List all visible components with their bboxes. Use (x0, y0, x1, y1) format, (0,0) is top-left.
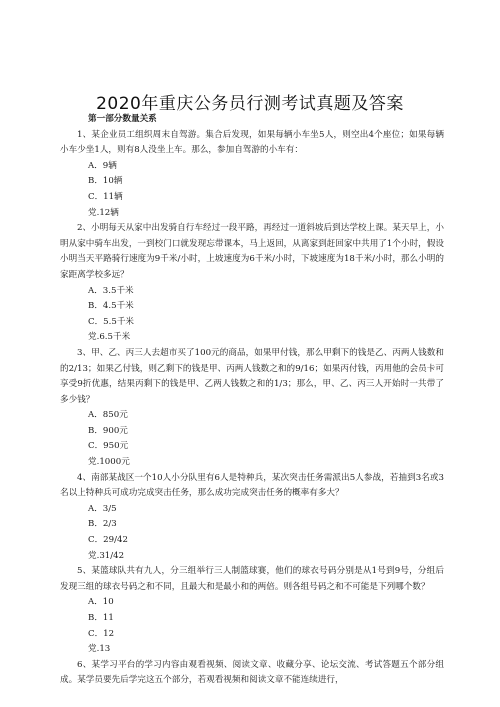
option-a: A．9辆 (88, 160, 117, 171)
question-2-options (60, 284, 444, 331)
question-1-answer: 党.12辆 (88, 207, 119, 218)
option-b: B．2/3 (88, 519, 117, 530)
question-5-stem: 5、某篮球队共有九人，分三组举行三人制篮球赛，他们的球衣号码分别是从1号到9号，分组后发现三组的球衣号码之和不同，且最大和是最小和的两倍。则各组号码之和不可能是下列哪个数？ (60, 566, 444, 592)
option-c: C．12 (88, 628, 115, 639)
question-2-stem: 2、小明每天从家中出发骑自行车经过一段平路，再经过一道斜坡后到达学校上课。某天早上，小明从家中骑车出发，一到校门口就发现忘带课本，马上返回，从离家到赶回家中共用了1个小时，假设小明当天平路骑行速度为9千米/小时，上坡速度为6千米/小时，下坡速度为18千米/小时，那么小明的家距离学校多远？ (60, 223, 444, 280)
option-a: A．3/5 (88, 503, 117, 514)
option-c: C．950元 (88, 441, 129, 452)
question-3-stem: 3、甲、乙、丙三人去超市买了100元的商品，如果甲付钱，那么甲剩下的钱是乙、丙两人钱数和的2/13；如果乙付钱，则乙剩下的钱是甲、丙两人钱数之和的9/16；如果丙付钱，丙用他的会员卡可享受9折优惠，结果丙剩下的钱是甲、乙两人钱数之和的1/3；那么，甲、乙、丙三人开始时一共带了多少钱？ (60, 347, 444, 405)
question-5-answer: 党.13 (88, 644, 111, 655)
question-4-options (60, 502, 444, 549)
option-b: B．11 (88, 613, 114, 623)
question-2-answer: 党.6.5千米 (88, 332, 131, 343)
option-c: C．5.5千米 (88, 316, 135, 327)
question-4-stem: 4、南部某战区一个10人小分队里有6人是特种兵，某次突击任务需派出5人参战，若抽到3名或3名以上特种兵可成功完成突击任务，那么成功完成突击任务的概率有多大？ (60, 472, 444, 499)
document-body (60, 112, 444, 689)
section-heading: 第一部分数量关系 (88, 114, 157, 124)
question-1-options (60, 159, 444, 206)
question-3-options (60, 408, 444, 455)
option-b: B．900元 (88, 425, 128, 436)
question-6-stem: 6、某学习平台的学习内容由观看视频、阅读文章、收藏分享、论坛交流、考试答题五个部分组成。某学员要先后学完这五个部分，若观看视频和阅读文章不能连续进行， (60, 659, 444, 686)
option-a: A．850元 (88, 410, 128, 421)
option-c: C．29/42 (88, 535, 128, 546)
option-b: B．4.5千米 (88, 301, 134, 312)
question-4-answer: 党.31/42 (88, 550, 125, 561)
question-1-stem: 1、某企业员工组织周末自驾游。集合后发现，如果每辆小车坐5人，则空出4个座位；如果每辆小车少坐1人，则有8人没坐上车。那么，参加自驾游的小车有： (60, 129, 444, 156)
option-b: B．10辆 (88, 176, 123, 187)
question-5-options (60, 595, 444, 642)
question-3-answer: 党.1000元 (88, 457, 130, 468)
page-title: 2020年重庆公务员行测考试真题及答案 (96, 94, 404, 114)
option-a: A．3.5千米 (88, 285, 134, 296)
option-c: C．11辆 (88, 191, 123, 202)
option-a: A．10 (88, 597, 114, 608)
